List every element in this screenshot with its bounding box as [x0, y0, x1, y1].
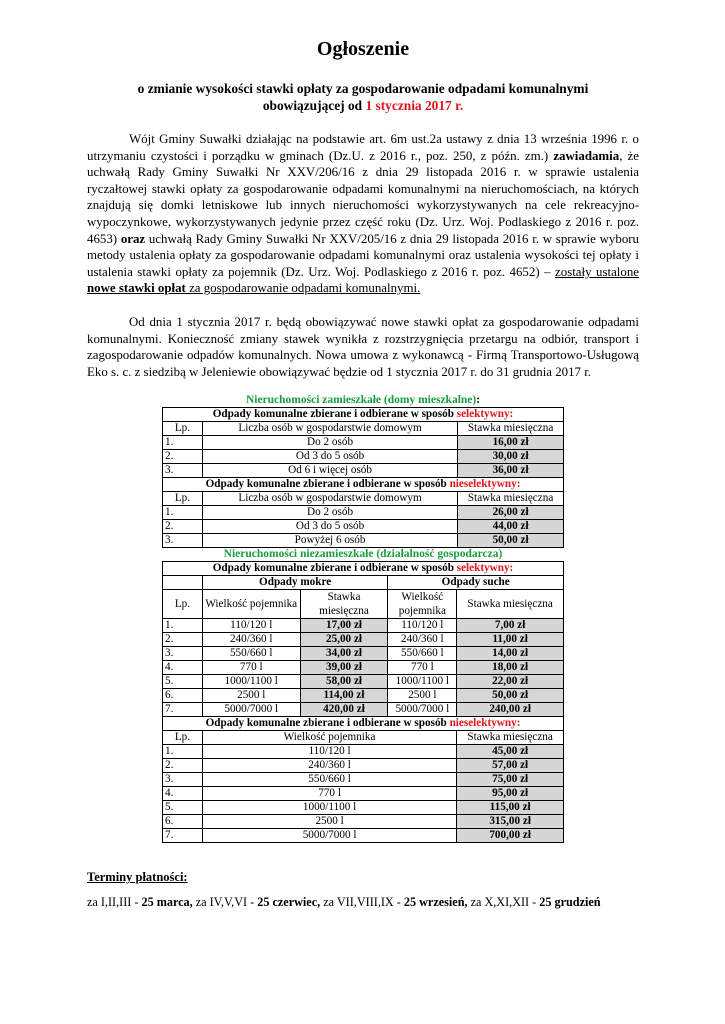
- subtitle-line-1: o zmianie wysokości stawki opłaty za gospodarowanie odpadami komunalnymi: [137, 81, 589, 96]
- monthly-rate-wet: 25,00 zł: [300, 633, 388, 647]
- row-number: 5.: [163, 801, 203, 815]
- table-row: [163, 422, 564, 436]
- para1-underline-bold: nowe stawki opłat: [87, 281, 186, 296]
- dry-waste-header: Odpady suche: [388, 576, 564, 590]
- container-size-wet: 1000/1100 l: [202, 675, 300, 689]
- monthly-rate: 16,00 zł: [458, 436, 564, 450]
- page-title: Ogłoszenie: [316, 38, 410, 60]
- row-number: 3.: [163, 534, 203, 548]
- container-size-wet: 110/120 l: [202, 619, 300, 633]
- monthly-rate: 95,00 zł: [457, 787, 564, 801]
- subtitle-text: obowiązującej od: [262, 97, 366, 113]
- row-number: 6.: [163, 689, 203, 703]
- row-number: 1.: [163, 745, 203, 759]
- para1-text-3: uchwałą Rady Gminy Suwałki Nr XXV/205/16 z dnia 29 listopada 2016 r. w sprawie wyboru metody ustalenia opłaty za gospodarowanie odpadami komunalnymi oraz ustalenia wysokości tej opłaty i ustalenia stawki opłaty za pojemnik (Dz. Urz. Woj. Podlaskiego z 2016 r. poz. 4652) –: [87, 231, 640, 279]
- container-size: 2500 l: [202, 815, 456, 829]
- para1-text-2: , że uchwałą Rady Gminy Suwałki Nr XXV/206/16 z dnia 29 listopada 2016 r. w sprawie ustalenia ryczałtowej stawki opłaty za gospodarowanie odpadami komunalnymi na nieruchomościach, na których znajdują się domki letniskowe lub innych nieruchomości wykorzystywanych na cele rekreacyjno-wypoczynkowe, wykorzystywanych jedynie przez część roku (Dz. Urz. Woj. Podlaskiego z 2016 r. poz. 4653): [87, 148, 639, 246]
- table-row: [163, 759, 564, 773]
- table-row: [163, 492, 564, 506]
- row-number: 4.: [163, 787, 203, 801]
- paragraph-announcement: [87, 131, 639, 297]
- term-q3-date: 25 wrzesień,: [403, 895, 468, 910]
- subtitle-line-2: [87, 98, 639, 115]
- col-header-rate: Stawka miesięczna: [458, 492, 564, 506]
- row-number: 2.: [163, 633, 203, 647]
- residential-title-colon: :: [476, 394, 481, 407]
- business-nonselective-header-text: Odpady komunalne zbierane i odbierane w sposób: [205, 717, 450, 730]
- household-size: Do 2 osób: [202, 436, 457, 450]
- table-row: [163, 436, 564, 450]
- monthly-rate: 115,00 zł: [457, 801, 564, 815]
- residential-nonselective-header-method: nieselektywny:: [449, 478, 521, 491]
- monthly-rate-wet: 420,00 zł: [300, 703, 388, 717]
- business-nonselective-header-method: nieselektywny:: [449, 717, 521, 730]
- table-row: [163, 717, 564, 731]
- monthly-rate-wet: 34,00 zł: [300, 647, 388, 661]
- container-size-wet: 2500 l: [202, 689, 300, 703]
- container-size: 550/660 l: [202, 773, 456, 787]
- business-title: Nieruchomości niezamieszkałe (działalność gospodarcza): [223, 548, 503, 561]
- row-number: 2.: [163, 759, 203, 773]
- table-row: [163, 520, 564, 534]
- business-rates-table: [162, 561, 564, 843]
- term-q1-date: 25 marca,: [141, 895, 193, 910]
- monthly-rate-dry: 18,00 zł: [457, 661, 564, 675]
- payment-terms-title: Terminy płatności:: [87, 870, 188, 885]
- monthly-rate-dry: 22,00 zł: [457, 675, 564, 689]
- container-size: 110/120 l: [202, 745, 456, 759]
- monthly-rate-dry: 11,00 zł: [457, 633, 564, 647]
- col-header-lp: Lp.: [163, 492, 203, 506]
- row-number: 2.: [163, 520, 203, 534]
- container-size-wet: 770 l: [202, 661, 300, 675]
- monthly-rate-dry: 240,00 zł: [457, 703, 564, 717]
- row-number: 1.: [163, 619, 203, 633]
- col-header-lp: Lp.: [163, 731, 203, 745]
- table-row: [163, 590, 564, 619]
- term-q3-label: za VII,VIII,IX -: [320, 895, 404, 910]
- monthly-rate: 44,00 zł: [458, 520, 564, 534]
- residential-selective-header: [163, 408, 564, 422]
- table-row: [163, 801, 564, 815]
- business-nonselective-header: [163, 717, 564, 731]
- lp-spacer: [163, 576, 203, 590]
- term-q4-date: 25 grudzień: [539, 895, 601, 910]
- container-size-dry: 1000/1100 l: [388, 675, 457, 689]
- table-row: [163, 829, 564, 843]
- monthly-rate-dry: 14,00 zł: [457, 647, 564, 661]
- row-number: 1.: [163, 506, 203, 520]
- table-row: [163, 562, 564, 576]
- monthly-rate-wet: 114,00 zł: [300, 689, 388, 703]
- term-q1-label: za I,II,III -: [87, 895, 142, 910]
- para1-text-1: Wójt Gminy Suwałki działając na podstawie art. 6m ust.2a ustawy z dnia 13 września 1996 r. o utrzymaniu czystości i porządku w gminach (Dz.U. z 2016 r., poz. 250, z późn. zm.): [87, 132, 639, 163]
- payment-terms: [87, 895, 639, 910]
- monthly-rate-wet: 58,00 zł: [300, 675, 388, 689]
- row-number: 7.: [163, 829, 203, 843]
- table-row: [163, 661, 564, 675]
- container-size-dry: 110/120 l: [388, 619, 457, 633]
- table-row: [163, 534, 564, 548]
- para1-bold-2: oraz: [120, 231, 146, 246]
- row-number: 3.: [163, 464, 203, 478]
- row-number: 3.: [163, 773, 203, 787]
- container-size: 1000/1100 l: [202, 801, 456, 815]
- subtitle: [87, 81, 639, 114]
- table-row: [163, 815, 564, 829]
- table-row: [163, 464, 564, 478]
- table-row: [163, 675, 564, 689]
- container-size-dry: 5000/7000 l: [388, 703, 457, 717]
- col-header-persons: Liczba osób w gospodarstwie domowym: [202, 492, 457, 506]
- household-size: Powyżej 6 osób: [202, 534, 457, 548]
- col-header-lp: Lp.: [163, 590, 203, 619]
- container-size-dry: 770 l: [388, 661, 457, 675]
- table-row: [163, 478, 564, 492]
- monthly-rate-wet: 17,00 zł: [300, 619, 388, 633]
- table-row: [163, 619, 564, 633]
- col-header-size-wet: Wielkość pojemnika: [202, 590, 300, 619]
- term-q2-date: 25 czerwiec,: [257, 895, 321, 910]
- row-number: 2.: [163, 450, 203, 464]
- row-number: 6.: [163, 815, 203, 829]
- monthly-rate-wet: 39,00 zł: [300, 661, 388, 675]
- business-selective-header-method: selektywny:: [456, 562, 514, 575]
- business-selective-header: [163, 562, 564, 576]
- row-number: 7.: [163, 703, 203, 717]
- col-header-size: Wielkość pojemnika: [202, 731, 456, 745]
- residential-nonselective-header-text: Odpady komunalne zbierane i odbierane w sposób: [205, 478, 450, 491]
- residential-selective-header-text: Odpady komunalne zbierane i odbierane w sposób: [212, 408, 457, 421]
- monthly-rate: 30,00 zł: [458, 450, 564, 464]
- household-size: Do 2 osób: [202, 506, 457, 520]
- document-page: [87, 34, 639, 910]
- business-selective-header-text: Odpady komunalne zbierane i odbierane w sposób: [212, 562, 457, 575]
- monthly-rate: 315,00 zł: [457, 815, 564, 829]
- row-number: 1.: [163, 436, 203, 450]
- container-size: 5000/7000 l: [202, 829, 456, 843]
- monthly-rate: 75,00 zł: [457, 773, 564, 787]
- col-header-rate: Stawka miesięczna: [457, 731, 564, 745]
- residential-section-title: [87, 394, 639, 407]
- term-q4-label: za X,XI,XII -: [467, 895, 540, 910]
- residential-rates-table: [162, 407, 564, 548]
- table-row: [163, 787, 564, 801]
- table-row: [163, 576, 564, 590]
- household-size: Od 3 do 5 osób: [202, 450, 457, 464]
- residential-title: Nieruchomości zamieszkałe (domy mieszkalne): [245, 394, 477, 407]
- container-size-dry: 240/360 l: [388, 633, 457, 647]
- effective-date: 1 stycznia 2017 r.: [365, 97, 464, 113]
- col-header-size-dry: Wielkość pojemnika: [388, 590, 457, 619]
- table-row: [163, 703, 564, 717]
- col-header-rate-wet: Stawka miesięczna: [300, 590, 388, 619]
- col-header-lp: Lp.: [163, 422, 203, 436]
- para1-bold-1: zawiadamia: [553, 148, 620, 163]
- container-size: 240/360 l: [202, 759, 456, 773]
- paragraph-new-rates: [87, 314, 639, 380]
- container-size-dry: 550/660 l: [388, 647, 457, 661]
- para2-text: Od dnia 1 stycznia 2017 r. będą obowiązywać nowe stawki opłat za gospodarowanie odpadami komunalnymi. Konieczność zmiany stawek wynikła z rozstrzygnięcia przetargu na odbiór, transport i zagospodarowanie odpadów komunalnych. Nowa umowa z wykonawcą - Firmą Transportowo-Usługową Eko s. c. z siedzibą w Jeleniewie obowiązywać będzie od 1 stycznia 2017 r. do 31 grudnia 2017 r.: [87, 314, 639, 379]
- table-row: [163, 408, 564, 422]
- monthly-rate-dry: 7,00 zł: [457, 619, 564, 633]
- term-q2-label: za IV,V,VI -: [192, 895, 258, 910]
- residential-nonselective-header: [163, 478, 564, 492]
- para1-underline-1: zostały ustalone: [555, 264, 639, 279]
- table-row: [163, 450, 564, 464]
- monthly-rate: 50,00 zł: [458, 534, 564, 548]
- monthly-rate: 26,00 zł: [458, 506, 564, 520]
- para1-underline-2: za gospodarowanie odpadami komunalnymi.: [185, 281, 421, 296]
- monthly-rate: 45,00 zł: [457, 745, 564, 759]
- monthly-rate-dry: 50,00 zł: [457, 689, 564, 703]
- household-size: Od 6 i więcej osób: [202, 464, 457, 478]
- business-section-title: [87, 548, 639, 561]
- table-row: [163, 506, 564, 520]
- col-header-persons: Liczba osób w gospodarstwie domowym: [202, 422, 457, 436]
- container-size-wet: 550/660 l: [202, 647, 300, 661]
- container-size-dry: 2500 l: [388, 689, 457, 703]
- table-row: [163, 689, 564, 703]
- monthly-rate: 700,00 zł: [457, 829, 564, 843]
- residential-selective-header-method: selektywny:: [456, 408, 514, 421]
- container-size-wet: 5000/7000 l: [202, 703, 300, 717]
- row-number: 5.: [163, 675, 203, 689]
- row-number: 3.: [163, 647, 203, 661]
- table-row: [163, 647, 564, 661]
- container-size-wet: 240/360 l: [202, 633, 300, 647]
- container-size: 770 l: [202, 787, 456, 801]
- col-header-rate-dry: Stawka miesięczna: [457, 590, 564, 619]
- table-row: [163, 731, 564, 745]
- table-row: [163, 745, 564, 759]
- wet-waste-header: Odpady mokre: [202, 576, 388, 590]
- table-row: [163, 633, 564, 647]
- row-number: 4.: [163, 661, 203, 675]
- table-row: [163, 773, 564, 787]
- col-header-rate: Stawka miesięczna: [458, 422, 564, 436]
- monthly-rate: 36,00 zł: [458, 464, 564, 478]
- monthly-rate: 57,00 zł: [457, 759, 564, 773]
- household-size: Od 3 do 5 osób: [202, 520, 457, 534]
